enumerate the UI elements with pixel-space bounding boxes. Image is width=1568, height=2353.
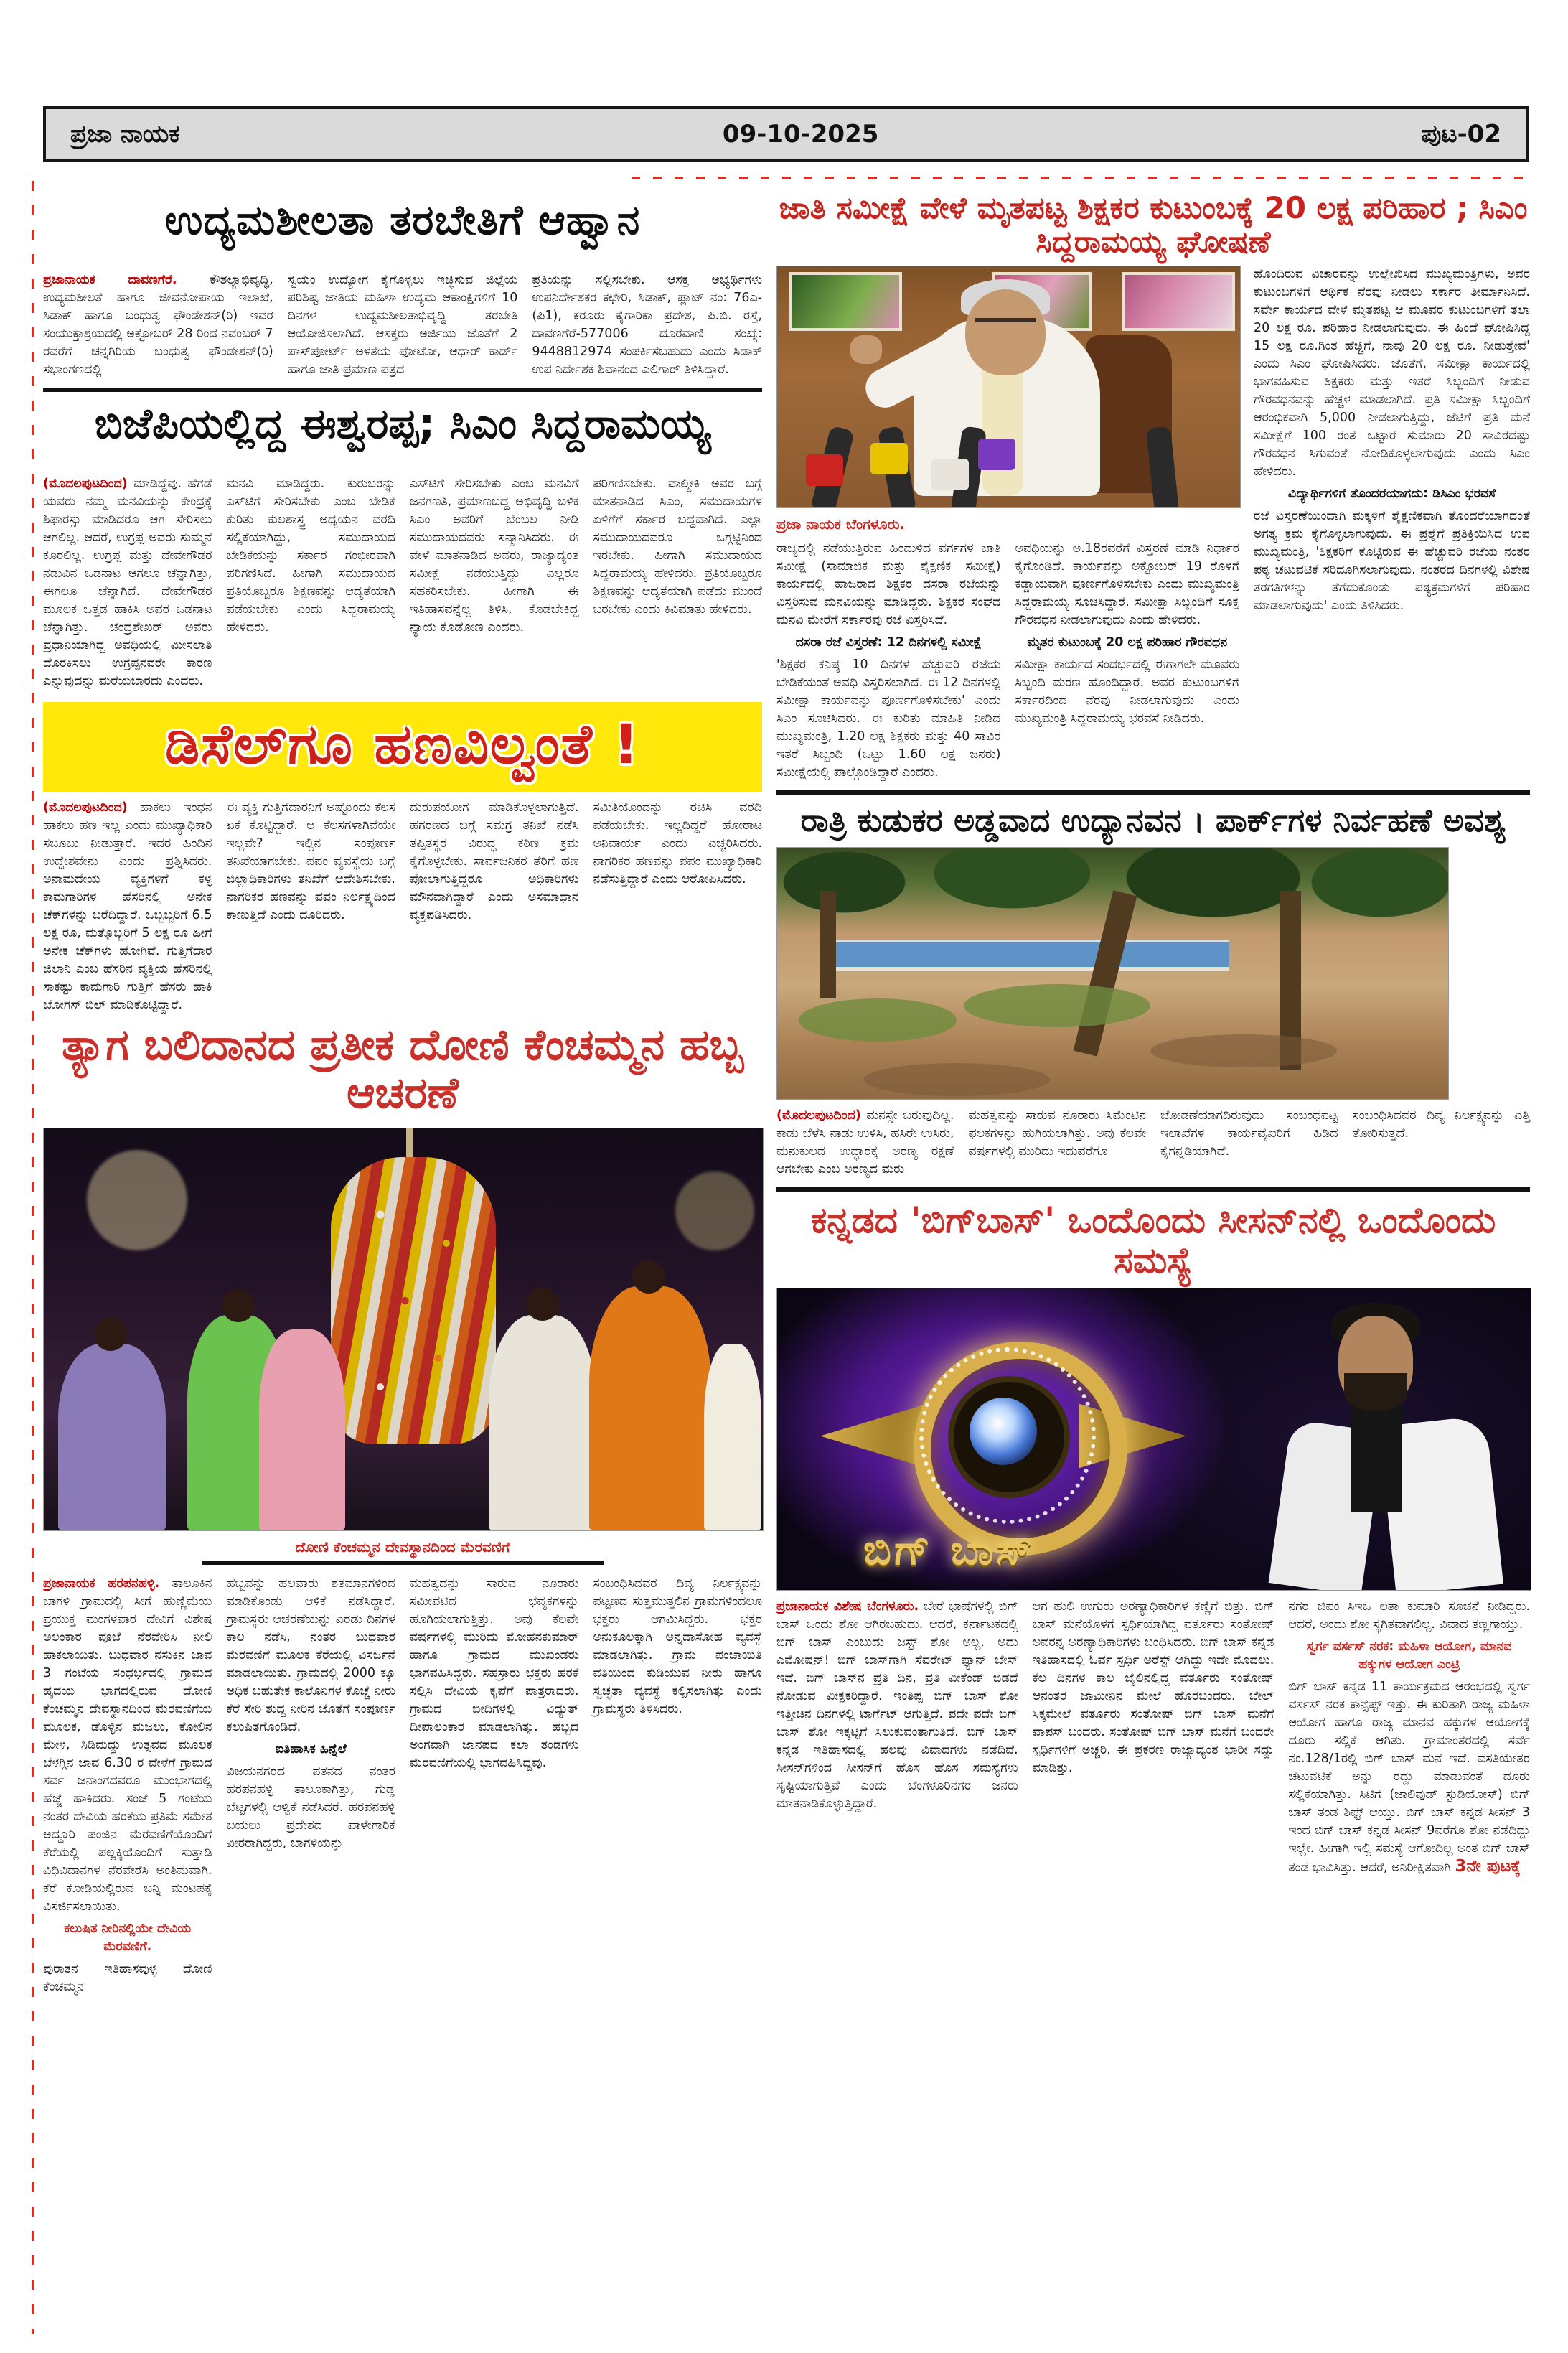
body-text: ಹೊಂದಿರುವ ವಿಚಾರವನ್ನು ಉಲ್ಲೇಖಿಸಿದ ಮುಖ್ಯಮಂತ್ರಿಗಳು, ಅವರ ಕುಟುಂಬಗಳಿಗೆ ಆರ್ಥಿಕ ನೆರವು ನೀಡಲು ಸರ್ಕಾರ ತೀರ್ಮಾನಿಸಿದೆ. ಸರ್ವೇ ಕಾರ್ಯದ ವೇಳೆ ಮೃತಪಟ್ಟ ಆ ಮೂವರ ಕುಟುಂಬಗಳಿಗೆ ತಲಾ 20 ಲಕ್ಷ ರೂ. ಪರಿಹಾರ ನೀಡಲಾಗುವುದು. ಈ ಹಿಂದೆ ಘೋಷಿಸಿದ್ದ 15 ಲಕ್ಷ ರೂ.ಗಿಂತ ಹೆಚ್ಚಿಗೆ, ನಾವು 20 ಲಕ್ಷ ರೂ. ನೀಡುತ್ತೇವೆ' ಎಂದು ಸಿಎಂ ಘೋಷಿಸಿದರು. ಜೊತೆಗೆ, ಸಮೀಕ್ಷಾ ಕಾರ್ಯದಲ್ಲಿ ಭಾಗವಹಿಸುವ ಶಿಕ್ಷಕರು ಮತ್ತು ಇತರೆ ಸಿಬ್ಬಂದಿಗೆ ನೀಡುವ ಗೌರವಧನವನ್ನು ಹೆಚ್ಚಳ ಮಾಡಲಾಗಿದೆ. ಪ್ರತಿ ಸಮೀಕ್ಷಾ ಸಿಬ್ಬಂದಿಗೆ ಆರಂಭಿಕವಾಗಿ 5,000 ನೀಡಲಾಗುತ್ತಿದ್ದು, ಜೆಟಿಗೆ ಪ್ರತಿ ಮನೆ ಸಮೀಕ್ಷೆಗೆ 100 ರಂತೆ ಒಟ್ಟಾರೆ ಸುಮಾರು 20 ಸಾವಿರದಷ್ಟು ಗೌರವಧನ ಸಿಗುವಂತೆ ನೋಡಿಕೊಳ್ಳಲಾಗುವುದು ಎಂದು ಸಿಎಂ ಹೇಳಿದರು.	[1254, 267, 1530, 480]
host-turtleneck	[1351, 1405, 1402, 1512]
crowd-figure	[704, 1344, 761, 1530]
masthead-date: 09-10-2025	[722, 120, 879, 149]
subhead-polluted-water: ಕಲುಷಿತ ನೀರಿನಲ್ಲಿಯೇ ದೇವಿಯ ಮೆರವಣಿಗೆ.	[64, 1922, 192, 1955]
article-column: ಪ್ರತಿಯನ್ನು ಸಲ್ಲಿಸಬೇಕು. ಆಸಕ್ತ ಅಭ್ಯರ್ಥಿಗಳು ಉಪನಿರ್ದೇಶಕರ ಕಛೇರಿ, ಸಿಡಾಕ್, ಪ್ಲಾಟ್ ನಂ: 76ಎ-(ಪಿ1), ಕರೂರು ಕೈಗಾರಿಕಾ ಪ್ರದೇಶ, ಪಿ.ಬಿ. ರಸ್ತೆ, ದಾವಣಗೆರೆ-577006 ದೂರವಾಣಿ ಸಂಖ್ಯೆ: 9448812974 ಸಂಪರ್ಕಿಸಬಹುದು ಎಂದು ಸಿಡಾಕ್ ಉಪ ನಿರ್ದೇಶಕ ಶಿವಾನಂದ ಎಲಿಗಾರ್ ತಿಳಿಸಿದ್ದಾರೆ.	[532, 273, 763, 378]
biggboss-logo-text: ಬಿಗ್ ಬಾಸ್	[863, 1525, 1036, 1575]
article-column: ಸಂಬಂಧಿಸಿದವರ ದಿವ್ಯ ನಿರ್ಲಕ್ಷ್ಯವನ್ನು ಎತ್ತಿ ತೋರಿಸುತ್ತದೆ.	[1352, 1108, 1530, 1141]
byline: (ಮೊದಲಪುಟದಿಂದ)	[43, 477, 128, 492]
boat-columns	[43, 1575, 762, 1996]
section-divider	[776, 790, 1530, 795]
logo-eye-core	[970, 1398, 1037, 1465]
body-text: ಸಮೀಕ್ಷಾ ಕಾರ್ಯದ ಸಂದರ್ಭದಲ್ಲಿ ಈಗಾಗಲೇ ಮೂವರು ಸಿಬ್ಬಂದಿ ಮರಣ ಹೊಂದಿದ್ದಾರೆ. ಅವರ ಕುಟುಂಬಗಳಿಗೆ ಸರ್ಕಾರದಿಂದ ನೆರವು ನೀಡಲಾಗುವುದು ಎಂದು ಮುಖ್ಯಮಂತ್ರಿ ಸಿದ್ದರಾಮಯ್ಯ ಭರವಸೆ ನೀಡಿದರು.	[1015, 658, 1239, 726]
microphone	[1146, 426, 1179, 508]
byline: (ಮೊದಲಪುಟದಿಂದ)	[43, 800, 128, 815]
masthead-bar	[43, 106, 1529, 162]
park-photo	[776, 847, 1449, 1100]
yellow-banner	[43, 702, 762, 792]
biggboss-promo-image	[776, 1288, 1531, 1591]
mic-flag-purple	[978, 439, 1015, 470]
article-column: ಸಂಬಂಧಿಸಿದವರ ದಿವ್ಯ ನಿರ್ಲಕ್ಷ್ಯವನ್ನು ಪಟ್ಟಣದ ಸುತ್ತಮುತ್ತಲಿನ ಗ್ರಾಮಗಳಿಂದಲೂ ಭಕ್ತರು ಆಗಮಿಸಿದ್ದರು. ಭಕ್ತರ ಅನುಕೂಲಕ್ಕಾಗಿ ಅನ್ನದಾಸೋಹ ವ್ಯವಸ್ಥೆ ಮಾಡಲಾಗಿತ್ತು. ಗ್ರಾಮ ಪಂಚಾಯಿತಿ ವತಿಯಿಂದ ಕುಡಿಯುವ ನೀರು ಹಾಗೂ ಸ್ವಚ್ಛತಾ ವ್ಯವಸ್ಥೆ ಕಲ್ಪಿಸಲಾಗಿತ್ತು ಎಂದು ಗ್ರಾಮಸ್ಥರು ತಿಳಿಸಿದರು.	[593, 1576, 762, 1717]
subhead-dcm-assurance: ವಿದ್ಯಾರ್ಥಿಗಳಿಗೆ ತೊಂದರೆಯಾಗದು: ಡಿಸಿಎಂ ಭರವಸೆ	[1287, 487, 1496, 502]
section-divider	[776, 1187, 1530, 1192]
subhead-compensation: ಮೃತರ ಕುಟುಂಬಕ್ಕೆ 20 ಲಕ್ಷ ಪರಿಹಾರ ಗೌರವಧನ	[1027, 635, 1228, 650]
byline: ಪ್ರಜಾನಾಯಕ ವಿಶೇಷ ಬೆಂಗಳೂರು.	[776, 1599, 919, 1614]
grass-patch	[799, 998, 957, 1042]
article-column: ಸ್ವಯಂ ಉದ್ಯೋಗ ಕೈಗೊಳ್ಳಲು ಇಚ್ಛಿಸುವ ಜಿಲ್ಲೆಯ ಪರಿಶಿಷ್ಟ ಜಾತಿಯ ಮಹಿಳಾ ಉದ್ಯಮ ಆಕಾಂಕ್ಷಿಗಳಿಗೆ 10 ದಿನಗಳ ಉದ್ಯಮಶೀಲತಾಭಿವೃದ್ಧಿ ತರಬೇತಿ ಆಯೋಜಿಸಲಾಗಿದೆ. ಆಸಕ್ತರು ಅರ್ಜಿಯ ಜೊತೆಗೆ 2 ಪಾಸ್‌ಪೋರ್ಟ್ ಅಳತೆಯ ಫೋಟೋ, ಆಧಾರ್ ಕಾರ್ಡ್ ಹಾಗೂ ಜಾತಿ ಪ್ರಮಾಣ ಪತ್ರದ	[287, 273, 518, 378]
byline: (ಮೊದಲಪುಟದಿಂದ)	[776, 1108, 861, 1123]
body-text: ವಿಜಯನಗರದ ಪತನದ ನಂತರ ಹರಪನಹಳ್ಳಿ ತಾಲೂಕಾಗಿತ್ತು, ಗುಡ್ಡ ಬೆಟ್ಟಗಳಲ್ಲಿ ಆಳ್ವಿಕೆ ನಡೆಸಿದರೆ. ಹರಪನಹಳ್ಳಿ ಬಯಲು ಪ್ರದೇಶದ ಪಾಳೇಗಾರಿಕೆ ವೀರರಾಗಿದ್ದರು, ಬಾಗಳಿಯನ್ನು	[226, 1764, 395, 1851]
logo-wing-left	[820, 1403, 928, 1468]
body-text: ತಾಲೂಕಿನ ಬಾಗಳಿ ಗ್ರಾಮದಲ್ಲಿ ಸೀಗೆ ಹುಣ್ಣಿಮೆಯ ಪ್ರಯುಕ್ತ ಮಂಗಳವಾರ ದೇವಿಗೆ ವಿಶೇಷ ಅಲಂಕಾರ ಪೂಜೆ ನೆರವೇರಿಸಿ ನೀಲಿ ಹಾಕಲಾಯಿತು. ಬುಧವಾರ ನಸುಕಿನ ಜಾವ 3 ಗಂಟೆಯ ಸಂಧರ್ಭದಲ್ಲಿ ಗ್ರಾಮದ ಹೃದಯ ಭಾಗದಲ್ಲಿರುವ ದೋಣಿ ಕೆಂಚಮ್ಮನ ದೇವಸ್ಥಾನದಿಂದ ಮೆರವಣಿಗೆಯ ಮೂಲಕ, ಡೊಳ್ಳಿನ ಮಜಲು, ಕೋಲಿನ ಮೇಳ, ಸಿಡಿಮದ್ದು ಉತ್ಸವದ ಮೂಲಕ ಬೆಳಗ್ಗಿನ ಜಾವ 6.30 ರ ವೇಳೆಗೆ ಗ್ರಾಮದ ಸರ್ವ ಜನಾಂಗದವರೂ ಮುಂಭಾಗದಲ್ಲಿ ಹೆಜ್ಜೆ ಹಾಕಿದರು. ಸಂಜೆ 5 ಗಂಟೆಯ ನಂತರ ದೇವಿಯ ಹರಕೆಯ ಪ್ರತಿಮೆ ಸಮೇತ ಅದ್ದೂರಿ ಪಂಜಿನ ಮೆರವಣಿಗೆಯೊಂದಿಗೆ ಕೆರೆಯಲ್ಲಿ ಪಲ್ಲಕ್ಕಿಯೊಂದಿಗೆ ಸುತ್ತಾಡಿ ವಿಧಿವಿದಾನಗಳ ನೆರವೇರೆಸಿ ಅಂತಿಮವಾಗಿ. ಕೆರೆ ಕೋಡಿಯಲ್ಲಿರುವ ಬನ್ನಿ ಮಂಟಪಕ್ಕೆ ವಿಸರ್ಜಿಸಲಾಯಿತು.	[43, 1576, 212, 1914]
tree-shadow	[863, 1063, 1050, 1096]
body-text: 'ಶಿಕ್ಷಕರ ಕನಿಷ್ಠ 10 ದಿನಗಳ ಹೆಚ್ಚುವರಿ ರಜೆಯ ಬೇಡಿಕೆಯಂತೆ ಅವಧಿ ವಿಸ್ತರಿಸಲಾಗಿದೆ. ಈ 12 ದಿನಗಳಲ್ಲಿ ಸಮೀಕ್ಷಾ ಕಾರ್ಯವನ್ನು ಪೂರ್ಣಗೊಳಿಸಬೇಕು' ಎಂದು ಸಿಎಂ ಸೂಚಿಸಿದರು. ಈ ಕುರಿತು ಮಾಹಿತಿ ನೀಡಿದ ಮುಖ್ಯಮಂತ್ರಿ, 1.20 ಲಕ್ಷ ಶಿಕ್ಷಕರು ಮತ್ತು 40 ಸಾವಿರ ಇತರೆ ಸಿಬ್ಬಂದಿ (ಒಟ್ಟು 1.60 ಲಕ್ಷ ಜನರು) ಸಮೀಕ್ಷೆಯಲ್ಲಿ ಪಾಲ್ಗೊಂಡಿದ್ದಾರೆ ಎಂದರು.	[776, 658, 1001, 780]
caption-divider	[202, 1561, 604, 1565]
headline-bjp: ಬಿಜೆಪಿಯಲ್ಲಿದ್ದ ಈಶ್ವರಪ್ಪ; ಸಿಎಂ ಸಿದ್ದರಾಮಯ್ಯ	[94, 399, 711, 449]
article-column	[43, 1575, 212, 1996]
cm-under-columns	[776, 540, 1239, 782]
article-column: ಈ ವ್ಯಕ್ತಿ ಗುತ್ತಿಗೆದಾರನಿಗೆ ಅಷ್ಟೊಂದು ಕೆಲಸ ಏಕೆ ಕೊಟ್ಟಿದ್ದಾರೆ. ಆ ಕೆಲಸಗಳಾಗಿವೆಯೇ ಇಲ್ಲವೇ? ಇಲ್ಲಿನ ಸಂಪೂರ್ಣ ತನಿಖೆಯಾಗಬೇಕು. ಪಪಂ ವ್ಯವಸ್ಥೆಯ ಬಗ್ಗೆ ಜಿಲ್ಲಾಧಿಕಾರಿಗಳು ತನಿಖೆಗೆ ಆದೇಶಿಸಬೇಕು. ನಾಗರಿಕರ ಹಣವನ್ನು ಪಪಂ ನಿರ್ಲಕ್ಷ್ಯದಿಂದ ಕಾಣುತ್ತಿದೆ ಎಂದು ದೂರಿದರು.	[226, 800, 395, 923]
cm-left-cell	[776, 266, 1239, 782]
body-text: ನಗರ ಜಿಪಂ ಸಿಇಒ ಲತಾ ಕುಮಾರಿ ಸೂಚನೆ ನೀಡಿದ್ದರು. ಆದರೆ, ಅಂದು ಶೋ ಸ್ಥಗಿತವಾಗಲಿಲ್ಲ. ವಿವಾದ ತಣ್ಣಗಾಯ್ತು.	[1288, 1599, 1531, 1632]
diesel-columns	[43, 799, 762, 1014]
body-text: ಬಿಗ್ ಬಾಸ್ ಕನ್ನಡ 11 ಕಾರ್ಯಕ್ರಮದ ಆರಂಭದಲ್ಲಿ ಸ್ವರ್ಗ ವರ್ಸಸ್ ನರಕ ಕಾನ್ಸೆಪ್ಟ್ ಇತ್ತು. ಈ ಕುರಿತಾಗಿ ರಾಜ್ಯ ಮಹಿಳಾ ಆಯೋಗ ಹಾಗೂ ರಾಜ್ಯ ಮಾನವ ಹಕ್ಕುಗಳ ಆಯೋಗಕ್ಕೆ ದೂರು ಸಲ್ಲಿಕೆ ಆಗಿತು. ಗ್ರಾಮಾಂತರದಲ್ಲಿ ಸರ್ವೆ ನಂ.128/1ರಲ್ಲಿ ಬಿಗ್ ಬಾಸ್ ಮನೆ ಇದೆ. ವಸತಿಯೇತರ ಚಟುವಟಿಕೆ ಅನ್ನು ರದ್ದು ಮಾಡುವಂತೆ ದೂರು ಸಲ್ಲಿಕೆಯಾಗಿತ್ತು. ಸಿಟಿಗೆ (ಜಾಲಿವುಡ್ ಸ್ಟುಡಿಯೋಸ್) ಬಿಗ್ ಬಾಸ್ ತಂಡ ಶಿಫ್ಟ್ ಆಯ್ತು. ಬಿಗ್ ಬಾಸ್ ಕನ್ನಡ ಸೀಸನ್ 3 ಇಂದ ಬಿಗ್ ಬಾಸ್ ಕನ್ನಡ ಸೀಸನ್ 9ವರೆಗೂ ಶೋ ನಡೆದಿದ್ದು ಇಲ್ಲೇ. ಹೀಗಾಗಿ ಇಲ್ಲಿ ಸಮಸ್ಯೆ ಆಗೋದಿಲ್ಲ ಅಂತ ಬಿಗ್ ಬಾಸ್ ತಂಡ ಭಾವಿಸಿತ್ತು. ಆದರೆ, ಅನಿರೀಕ್ಷಿತವಾಗಿ	[1288, 1680, 1531, 1876]
crowd-figure	[259, 1329, 345, 1530]
grass-patch	[964, 984, 1150, 1027]
left-column-zone	[43, 171, 762, 1996]
bjp-columns	[43, 475, 762, 691]
wall-picture-frame	[1122, 272, 1235, 331]
body-text: ರಾಜ್ಯದಲ್ಲಿ ನಡೆಯುತ್ತಿರುವ ಹಿಂದುಳಿದ ವರ್ಗಗಳ ಜಾತಿ ಸಮೀಕ್ಷೆ (ಸಾಮಾಜಿಕ ಮತ್ತು ಶೈಕ್ಷಣಿಕ ಸಮೀಕ್ಷೆ) ಕಾರ್ಯದಲ್ಲಿ ಹಾಜರಾದ ಶಿಕ್ಷಕರ ದಸರಾ ರಜೆಯನ್ನು ವಿಸ್ತರಿಸುವ ಮನವಿಯನ್ನು ಮಾಡಿದ್ದರು. ಶಿಕ್ಷಕರ ಸಂಘದ ಮನವಿ ಮೇರೆಗೆ ಸರ್ಕಾರವು ರಜೆ ವಿಸ್ತರಿಸಿದೆ.	[776, 541, 1001, 628]
deity-garland-mound	[331, 1157, 496, 1444]
byline: ಪ್ರಜಾನಾಯಕ ದಾವಣಗೆರೆ.	[43, 273, 177, 288]
article-column	[1015, 540, 1240, 782]
headline-boat-festival: ತ್ಯಾಗ ಬಲಿದಾನದ ಪ್ರತೀಕ ದೋಣಿ ಕೆಂಚಮ್ಮನ ಹಬ್ಬ ಆಚರಣೆ	[61, 1020, 744, 1119]
boat-festival-photo	[43, 1128, 764, 1531]
tree-shadow	[1150, 1034, 1337, 1067]
headline-invite: ಉದ್ಯಮಶೀಲತಾ ತರಬೇತಿಗೆ ಆಹ್ವಾನ	[164, 197, 641, 245]
headline-park: ರಾತ್ರಿ ಕುಡುಕರ ಅಡ್ಡವಾದ ಉದ್ಯಾನವನ । ಪಾರ್ಕ್‌ಗಳ ನಿರ್ವಹಣೆ ಅವಶ್ಯ	[800, 803, 1506, 840]
article-column	[1254, 266, 1530, 782]
body-text: ಹಬ್ಬವನ್ನು ಹಲವಾರು ಶತಮಾನಗಳಿಂದ ಮಾಡಿಕೊಂಡು ಆಳಿಕೆ ನಡೆಸಿದ್ದಾರೆ. ಗ್ರಾಮಸ್ಥರು ಆಚರಣೆಯನ್ನು ಎರಡು ದಿನಗಳ ಕಾಲ ನಡೆಸಿ, ನಂತರ ಬುಧವಾರ ಮೆರವಣಿಗೆ ಮೂಲಕ ಕೆರೆಯಲ್ಲಿ ವಿಸರ್ಜನೆ ಮಾಡಲಾಯಿತು. ಗ್ರಾಮದಲ್ಲಿ 2000 ಕ್ಕೂ ಅಧಿಕ ಬಹುತೇಕ ಕಾಲೊನಿಗಳ ಕೊಚ್ಚೆ ನೀರು ಕೆರೆ ಸೇರಿ ಶುದ್ದ ನೀರಿನ ಜೊತೆಗೆ ಸಂಪೂರ್ಣ ಕಲುಷಿತಗೊಂಡಿದೆ.	[226, 1576, 395, 1735]
festival-light-glow	[87, 1150, 187, 1250]
byline: ಪ್ರಜಾನಾಯಕ ಹರಪನಹಳ್ಳಿ.	[43, 1576, 160, 1591]
body-text: ಅವಧಿಯನ್ನು ಅ.18ರವರೆಗೆ ವಿಸ್ತರಣೆ ಮಾಡಿ ನಿರ್ಧಾರ ಕೈಗೊಂಡಿದೆ. ಕಾರ್ಯವನ್ನು ಅಕ್ಟೋಬರ್ 19 ರೊಳಗೆ ಕಡ್ಡಾಯವಾಗಿ ಪೂರ್ಣಗೊಳಿಸಬೇಕು ಎಂದು ಮುಖ್ಯಮಂತ್ರಿ ಸಿದ್ದರಾಮಯ್ಯ ಸೂಚಿಸಿದ್ದಾರೆ. ಸಮೀಕ್ಷಾ ಸಿಬ್ಬಂದಿಗೆ ಸೂಕ್ತ ಗೌರವಧನ ನೀಡಲಾಗುವುದು ಎಂದು ಹೇಳಿದರು.	[1015, 541, 1239, 628]
article-column: ಮಹತ್ವವನ್ನು ಸಾರುವ ನೂರಾರು ಸಿಮೆಂಟಿನ ಫಲಕಗಳನ್ನು ಹುಗಿಯಲಾಗಿತ್ತು. ಅವು ಕೆಲವೇ ವರ್ಷಗಳಲ್ಲಿ ಮುರಿದು ಇದುವರೆಗೂ	[968, 1108, 1146, 1159]
article-column	[43, 271, 273, 379]
invite-columns	[43, 271, 762, 379]
cm-photo-caption: ಪ್ರಜಾ ನಾಯಕ ಬೆಂಗಳೂರು.	[776, 515, 906, 533]
body-text: ರಜೆ ವಿಸ್ತರಣೆಯಿಂದಾಗಿ ಮಕ್ಕಳಿಗೆ ಶೈಕ್ಷಣಿಕವಾಗಿ ತೊಂದರೆಯಾಗದಂತೆ ಅಗತ್ಯ ಕ್ರಮ ಕೈಗೊಳ್ಳಲಾಗುವುದು. ಈ ಪ್ರಶ್ನೆಗೆ ಪ್ರತಿಕ್ರಿಯಿಸಿದ ಉಪ ಮುಖ್ಯಮಂತ್ರಿ, 'ಶಿಕ್ಷಕರಿಗೆ ಕೊಟ್ಟಿರುವ ಈ ಹೆಚ್ಚುವರಿ ರಜೆಯ ನಂತರ ಪಠ್ಯ ಚಟುವಟಿಕೆ ಸರಿದೂಗಿಸಲಾಗುವುದು. ನಂತರದ ದಿನಗಳಲ್ಲಿ ವಿಶೇಷ ತರಗತಿಗಳನ್ನು ತೆಗೆದುಕೊಂಡು ಪಠ್ಯಕ್ರಮಗಳಿಗೆ ಪರಿಹಾರ ಮಾಡಲಾಗುವುದು' ಎಂದು ತಿಳಿಸಿದರು.	[1254, 509, 1530, 614]
wall-picture-frame	[789, 272, 902, 331]
biggboss-columns	[776, 1598, 1530, 1877]
body-text: ಮನಸ್ಸೇ ಬರುವುದಿಲ್ಲ. ಕಾಡು ಬೆಳೆಸಿ ನಾಡು ಉಳಿಸಿ, ಹಸಿರೇ ಉಸಿರು, ಮನುಕುಲದ ಉದ್ಧಾರಕ್ಕೆ ಅರಣ್ಯ ರಕ್ಷಣೆ ಆಗಬೇಕು ಎಂಬ ಅರಣ್ಯದ ಮರು	[776, 1108, 954, 1177]
body-text: ಕೌಶಲ್ಯಾಭಿವೃದ್ಧಿ, ಉದ್ಯಮಶೀಲತೆ ಹಾಗೂ ಜೀವನೋಪಾಯ ಇಲಾಖೆ, ಸಿಡಾಕ್ ಹಾಗೂ ಬಂಧುತ್ವ ಫೌಂಡೇಶನ್(ರಿ) ಇವರ ಸಂಯುಕ್ತಾಶ್ರಯದಲ್ಲಿ ಅಕ್ಟೋಬರ್ 28 ರಿಂದ ನವಂಬರ್ 7 ರವರೆಗೆ ಚನ್ನಗಿರಿಯ ಬಂಧುತ್ವ ಫೌಂಡೇಶನ್(ರಿ) ಸಭಾಂಗಣದಲ್ಲಿ	[43, 273, 273, 378]
article-column	[43, 799, 212, 1014]
cm-hand	[850, 335, 882, 364]
continued-to-page-3: 3ನೇ ಪುಟಕ್ಕೆ	[1455, 1857, 1521, 1876]
right-column-zone	[776, 171, 1530, 1877]
section-divider	[43, 388, 762, 392]
park-columns	[776, 1107, 1530, 1179]
crowd-figure	[589, 1286, 711, 1530]
article-column: ಜೋಡಣೆಯಾಗದಿರುವುದು ಸಂಬಂಧಪಟ್ಟ ಇಲಾಖೆಗಳ ಕಾರ್ಯವೈಖರಿಗೆ ಹಿಡಿದ ಕೈಗನ್ನಡಿಯಾಗಿದೆ.	[1160, 1108, 1338, 1159]
boat-photo-caption: ದೋಣಿ ಕೆಂಚಮ್ಮನ ದೇವಸ್ಥಾನದಿಂದ ಮೆರವಣಿಗೆ	[295, 1538, 510, 1556]
subhead-historical-background: ಐತಿಹಾಸಿಕ ಹಿನ್ನೆಲೆ	[275, 1742, 347, 1757]
crowd-figure	[58, 1344, 166, 1530]
article-column: ಎಸ್‌ಟಿಗೆ ಸೇರಿಸಬೇಕು ಎಂಬ ಮನವಿಗೆ ಜನಗಣತಿ, ಪ್ರಮಾಣಬದ್ಧ ಅಭಿವೃದ್ಧಿ ಬಳಿಕ ಸಿಎಂ ಅವರಿಗೆ ಬೆಂಬಲ ನೀಡಿ ಸಮುದಾಯದವರು ಸನ್ಮಾನಿಸಿದರು. ಈ ವೇಳೆ ಮಾತನಾಡಿದ ಅವರು, ರಾಜ್ಯಾದ್ಯಂತ ಸಮೀಕ್ಷೆ ನಡೆಯುತ್ತಿದ್ದು ಎಲ್ಲರೂ ಸಹಕರಿಸಬೇಕು. ಹೀಗಾಗಿ ಈ ಇತಿಹಾಸವನ್ನೆಲ್ಲ ತಿಳಿಸಿ, ಕೊಡಬೇಕಿದ್ದ ನ್ಯಾಯ ಕೊಡೋಣ ಎಂದರು.	[410, 477, 579, 635]
cm-glasses	[975, 318, 1036, 334]
mic-flag-yellow	[870, 443, 908, 474]
host-beard	[1344, 1373, 1407, 1411]
subhead-swarga-naraka: ಸ್ವರ್ಗ ವರ್ಸಸ್ ನರಕ: ಮಹಿಳಾ ಆಯೋಗ, ಮಾನವ ಹಕ್ಕುಗಳ ಆಯೋಗ ಎಂಟ್ರಿ	[1306, 1639, 1512, 1673]
tree-trunk	[820, 891, 836, 998]
body-text: ಪುರಾತನ ಇತಿಹಾಸವುಳ್ಳ ದೋಣಿ ಕೆಂಚಮ್ಮನ	[43, 1962, 212, 1995]
article-column: ದುರುಪಯೋಗ ಮಾಡಿಕೊಳ್ಳಲಾಗುತ್ತಿದೆ. ಹಗರಣದ ಬಗ್ಗೆ ಸಮಗ್ರ ತನಿಖೆ ನಡೆಸಿ ತಪ್ಪಿತಸ್ಥರ ವಿರುದ್ಧ ಕಠಿಣ ಕ್ರಮ ಕೈಗೊಳ್ಳಬೇಕು. ಸಾರ್ವಜನಿಕರ ತೆರಿಗೆ ಹಣ ಪೋಲಾಗುತ್ತಿದ್ದರೂ ಅಧಿಕಾರಿಗಳು ಮೌನವಾಗಿದ್ದಾರೆ ಎಂದು ಅಸಮಾಧಾನ ವ್ಯಕ್ತಪಡಿಸಿದರು.	[410, 800, 579, 923]
crowd-figure	[489, 1315, 596, 1530]
masthead-page-number: ಪುಟ-02	[1421, 120, 1501, 149]
article-column	[227, 1575, 396, 1996]
headline-cm-survey: ಜಾತಿ ಸಮೀಕ್ಷೆ ವೇಳೆ ಮೃತಪಟ್ಟ ಶಿಕ್ಷಕರ ಕುಟುಂಬಕ್ಕೆ 20 ಲಕ್ಷ ಪರಿಹಾರ ; ಸಿಎಂ ಸಿದ್ದರಾಮಯ್ಯ ಘೋಷಣೆ	[779, 190, 1528, 260]
masthead-title: ಪ್ರಜಾ ನಾಯಕ	[70, 120, 180, 149]
cm-press-photo	[776, 266, 1241, 508]
article-column: ಮಹತ್ವದನ್ನು ಸಾರುವ ನೂರಾರು ಸಮೀಪಟಿದ ಭವ್ಯಕಗಳನ್ನು ಹೂಗಿಯಲಾಗುತ್ತಿತ್ತು. ಅವು ಕೆಲವೇ ವರ್ಷಗಳಲ್ಲಿ ಮುರಿದು ಮೋಹನಕುಮಾರ್ ಹಾಗೂ ಗ್ರಾಮದ ಮುಖಂಡರು ಭಾಗವಹಿಸಿದ್ದರು. ಸಹಸ್ರಾರು ಭಕ್ತರು ಹರಕೆ ಸಲ್ಲಿಸಿ ದೇವಿಯ ಕೃಪೆಗೆ ಪಾತ್ರರಾದರು. ಗ್ರಾಮದ ಬೀದಿಗಳಲ್ಲಿ ವಿದ್ಯುತ್ ದೀಪಾಲಂಕಾರ ಮಾಡಲಾಗಿತ್ತು. ಹಬ್ಬದ ಅಂಗವಾಗಿ ಜಾನಪದ ಕಲಾ ತಂಡಗಳು ಮೆರವಣಿಗೆಯಲ್ಲಿ ಭಾಗವಹಿಸಿದ್ದವು.	[410, 1576, 579, 1771]
decorative-trim-left	[32, 181, 34, 2334]
body-text: ಮಾಡಿದ್ದೆವು. ಹೆಗಡೆ ಯವರು ನಮ್ಮ ಮನವಿಯನ್ನು ಕೇಂದ್ರಕ್ಕೆ ಶಿಫಾರಸ್ಸು ಮಾಡಿದರೂ ಆಗ ಸೇರಿಸಲು ಆಗಲಿಲ್ಲ. ಆದರೆ, ಉಗ್ರಪ್ಪ ಅವರು ಸುಮ್ಮನೆ ಕೂರಲಿಲ್ಲ. ಉಗ್ರಪ್ಪ ಮತ್ತು ದೇವೇಗೌಡರ ನಡುವಿನ ಒಡನಾಟ ಆಗಲೂ ಚೆನ್ನಾಗಿತ್ತು, ಈಗಲೂ ಚೆನ್ನಾಗಿದೆ. ದೇವೇಗೌಡರ ಮೂಲಕ ಒತ್ತಡ ಹಾಕಿಸಿ ಅವರ ಒಡನಾಟ ಚೆನ್ನಾಗಿತ್ತು. ಚಂದ್ರಶೇಖರ್ ಅವರು ಪ್ರಧಾನಿಯಾಗಿದ್ದ ಅವಧಿಯಲ್ಲಿ ಮೀಸಲಾತಿ ದೊರಕಿಸಲು ಉಗ್ರಪ್ಪನವರೇ ಕಾರಣ ಎನ್ನುವುದನ್ನು ಮರೆಯಬಾರದು ಎಂದರು.	[43, 477, 212, 689]
headline-diesel: ಡಿಸೆಲ್‌ಗೂ ಹಣವಿಲ್ವಂತೆ !	[165, 712, 640, 777]
article-column: ಮನವಿ ಮಾಡಿದ್ದರು. ಕುರುಬರನ್ನು ಎಸ್‌ಟಿಗೆ ಸೇರಿಸಬೇಕು ಎಂಬ ಬೇಡಿಕೆ ಕುರಿತು ಕುಲಶಾಸ್ತ್ರ ಅಧ್ಯಯನ ವರದಿ ಸಲ್ಲಿಕೆಯಾಗಿದ್ದು, ಸಮುದಾಯದ ಬೇಡಿಕೆಯನ್ನು ಸರ್ಕಾರ ಗಂಭೀರವಾಗಿ ಪರಿಗಣಿಸಿದೆ. ಹೀಗಾಗಿ ಸಮುದಾಯದ ಪ್ರತಿಯೊಬ್ಬರೂ ಶಿಕ್ಷಣವನ್ನು ಆದ್ಯತೆಯಾಗಿ ಪಡೆಯಬೇಕು ಎಂದು ಸಿದ್ದರಾಮಯ್ಯ ಹೇಳಿದರು.	[226, 477, 395, 635]
mic-flag-red	[806, 454, 843, 486]
subhead-dasara-holiday: ದಸರಾ ರಜೆ ವಿಸ್ತರಣೆ: 12 ದಿನಗಳಲ್ಲಿ ಸಮೀಕ್ಷೆ	[795, 635, 982, 650]
body-text: ಬೇರೆ ಭಾಷೆಗಳಲ್ಲಿ ಬಿಗ್ ಬಾಸ್ ಒಂದು ಶೋ ಆಗಿರಬಹುದು. ಆದರೆ, ಕರ್ನಾಟಕದಲ್ಲಿ ಬಿಗ್ ಬಾಸ್ ಎಂಬುದು ಜಸ್ಟ್ ಶೋ ಅಲ್ಲ. ಅದು ಎಮೋಷನ್! ಬಿಗ್ ಬಾಸ್‌ಗಾಗಿ ಸೆಪರೇಟ್ ಫ್ಯಾನ್ ಬೇಸ್ ಇದೆ. ಬಿಗ್ ಬಾಸ್‌ನ ಪ್ರತಿ ದಿನ, ಪ್ರತಿ ವೀಕೆಂಡ್ ಬಿಡದೆ ನೋಡುವ ವೀಕ್ಷಕರಿದ್ದಾರೆ. ಇಂತಿಪ್ಪ ಬಿಗ್ ಬಾಸ್ ಶೋ ಇತ್ತೀಚಿನ ದಿನಗಳಲ್ಲಿ ಟಾರ್ಗೆಟ್ ಆಗುತ್ತಿದೆ. ಪದೇ ಪದೇ ಬಿಗ್ ಬಾಸ್ ಶೋ ಇಕ್ಕಟ್ಟಿಗೆ ಸಿಲುಕುವಂತಾಗುತಿದೆ. ಬಿಗ್ ಬಾಸ್ ಕನ್ನಡ ಇತಿಹಾಸದಲ್ಲಿ ಹಲವು ವಿವಾದಗಳು ನಡೆದಿವೆ. ಸೀಸನ್‌ಗಳಿಂದ ಸೀಸನ್‌ಗೆ ಹೊಸ ಹೊಸ ಸಮಸ್ಯೆಗಳು ಸೃಷ್ಟಿಯಾಗುತ್ತಿವೆ ಎಂದು ಬೆಂಗಳೂರಿನಗರ ಜನರು ಮಾತನಾಡಿಕೊಳ್ಳುತ್ತಿದ್ದಾರೆ.	[776, 1599, 1018, 1812]
article-column	[1288, 1598, 1530, 1877]
article-column: ಸಮಿತಿಯೊಂದನ್ನು ರಚಿಸಿ ವರದಿ ಪಡೆಯಬೇಕು. ಇಲ್ಲದಿದ್ದರೆ ಹೋರಾಟ ಅನಿವಾರ್ಯ ಎಂದು ಎಚ್ಚರಿಸಿದರು. ನಾಗರಿಕರ ಹಣವನ್ನು ಪಪಂ ಮುಖ್ಯಾಧಿಕಾರಿ ನಡೆಸುತ್ತಿದ್ದಾರೆ ಎಂದು ಆರೋಪಿಸಿದರು.	[593, 800, 762, 887]
article-column: ಪರಿಗಣಿಸಬೇಕು. ವಾಲ್ಮೀಕಿ ಅವರ ಬಗ್ಗೆ ಮಾತನಾಡಿದ ಸಿಎಂ, ಸಮುದಾಯಗಳ ಏಳಿಗೆಗೆ ಸರ್ಕಾರ ಬದ್ಧವಾಗಿದೆ. ಎಲ್ಲಾ ಸಮುದಾಯದವರೂ ಒಗ್ಗಟ್ಟಿನಿಂದ ಇರಬೇಕು. ಹೀಗಾಗಿ ಸಮುದಾಯದ ಸಿದ್ದರಾಮಯ್ಯ ಹೇಳಿದರು. ಪ್ರತಿಯೊಬ್ಬರೂ ಶಿಕ್ಷಣವನ್ನು ಆದ್ಯತೆಯಾಗಿ ಪಡೆದು ಮುಂದೆ ಬರಬೇಕು ಎಂದು ಕಿವಿಮಾತು ಹೇಳಿದರು.	[593, 477, 762, 617]
body-text: ಹಾಕಲು ಇಂಧನ ಹಾಕಲು ಹಣ ಇಲ್ಲ ಎಂದು ಮುಖ್ಯಾಧಿಕಾರಿ ಸಬೂಬು ನೀಡುತ್ತಾರೆ. ಇದರ ಹಿಂದಿನ ಉದ್ದೇಶವೇನು ಎಂದು ಪ್ರಶ್ನಿಸಿದರು. ಅನಾಮದೇಯ ವ್ಯಕ್ತಿಗಳಿಗೆ ಕಳ್ಳ ಕಾಮಗಾರಿಗಳ ಹೆಸರಿನಲ್ಲಿ ಅನೇಕ ಚೆಕ್‌ಗಳನ್ನು ಬರೆದಿದ್ದಾರೆ. ಒಬ್ಬಬ್ಬರಿಗೆ 6.5 ಲಕ್ಷ ರೂ, ಮತ್ತೊಬ್ಬರಿಗೆ 5 ಲಕ್ಷ ರೂ ಹೀಗೆ ಅನೇಕ ಚೆಕ್‌ಗಳು ಹೋಗಿವೆ. ಗುತ್ತಿಗೆದಾರ ಜಿಲಾನಿ ಎಂಬ ಹೆಸರಿನ ವ್ಯಕ್ತಿಯ ಹೆಸರಿನಲ್ಲಿ ಸಾಕಷ್ಟು ಕಾಮಗಾರಿ ಗುತ್ತಿಗೆ ಹೆಸರು ಹಾಕಿ ಬೋಗಸ್ ಬಿಲ್ ಮಾಡಿಕೊಟ್ಟಿದ್ದಾರೆ.	[43, 800, 212, 1013]
blue-fence	[827, 940, 1229, 971]
cm-article-body	[776, 266, 1530, 782]
mic-flag-white	[931, 459, 969, 490]
festival-light-glow	[675, 1171, 754, 1250]
headline-biggboss: ಕನ್ನಡದ 'ಬಿಗ್‌ಬಾಸ್' ಒಂದೊಂದು ಸೀಸನ್‌ನಲ್ಲಿ ಒಂದೊಂದು ಸಮಸ್ಯೆ	[810, 1199, 1496, 1282]
article-column	[43, 475, 212, 691]
article-column	[776, 1598, 1018, 1877]
article-column: ಆಗ ಹುಲಿ ಉಗುರು ಅರಣ್ಯಾಧಿಕಾರಿಗಳ ಕಣ್ಣಿಗೆ ಬಿತ್ತು. ಬಿಗ್ ಬಾಸ್ ಮನೆಯೊಳಗೆ ಸ್ಪರ್ಧಿಯಾಗಿದ್ದ ವರ್ತೂರು ಸಂತೋಷ್ ಅವರನ್ನ ಅರಣ್ಯಾಧಿಕಾರಿಗಳು ಬಂಧಿಸಿದರು. ಬಿಗ್ ಬಾಸ್ ಕನ್ನಡ ಇತಿಹಾಸದಲ್ಲಿ ಓರ್ವ ಸ್ಪರ್ಧಿ ಅರೆಸ್ಟ್ ಆಗಿದ್ದು ಇದೇ ಮೊದಲು. ಕೆಲ ದಿನಗಳ ಕಾಲ ಜೈಲಿನಲ್ಲಿದ್ದ ವರ್ತೂರು ಸಂತೋಷ್ ಆನಂತರ ಜಾಮೀನಿನ ಮೇಲೆ ಹೊರಬಂದರು. ಬೇಲ್ ಸಿಕ್ಕಮೇಲೆ ವರ್ತೂರು ಸಂತೋಷ್ ಬಿಗ್ ಬಾಸ್ ಮನೆಗೆ ವಾಪಸ್ ಬಂದರು. ಸಂತೋಷ್ ಬಿಗ್ ಬಾಸ್ ಮನೆಗೆ ಬಂದರೇ ಸ್ಪರ್ಧಿಗಳಿಗೆ ಅಚ್ಚರಿ. ಈ ಪ್ರಕರಣ ರಾಜ್ಯಾದ್ಯಂತ ಭಾರೀ ಸದ್ದು ಮಾಡಿತ್ತು.	[1032, 1599, 1274, 1776]
article-column	[776, 540, 1001, 782]
article-column	[776, 1107, 954, 1179]
